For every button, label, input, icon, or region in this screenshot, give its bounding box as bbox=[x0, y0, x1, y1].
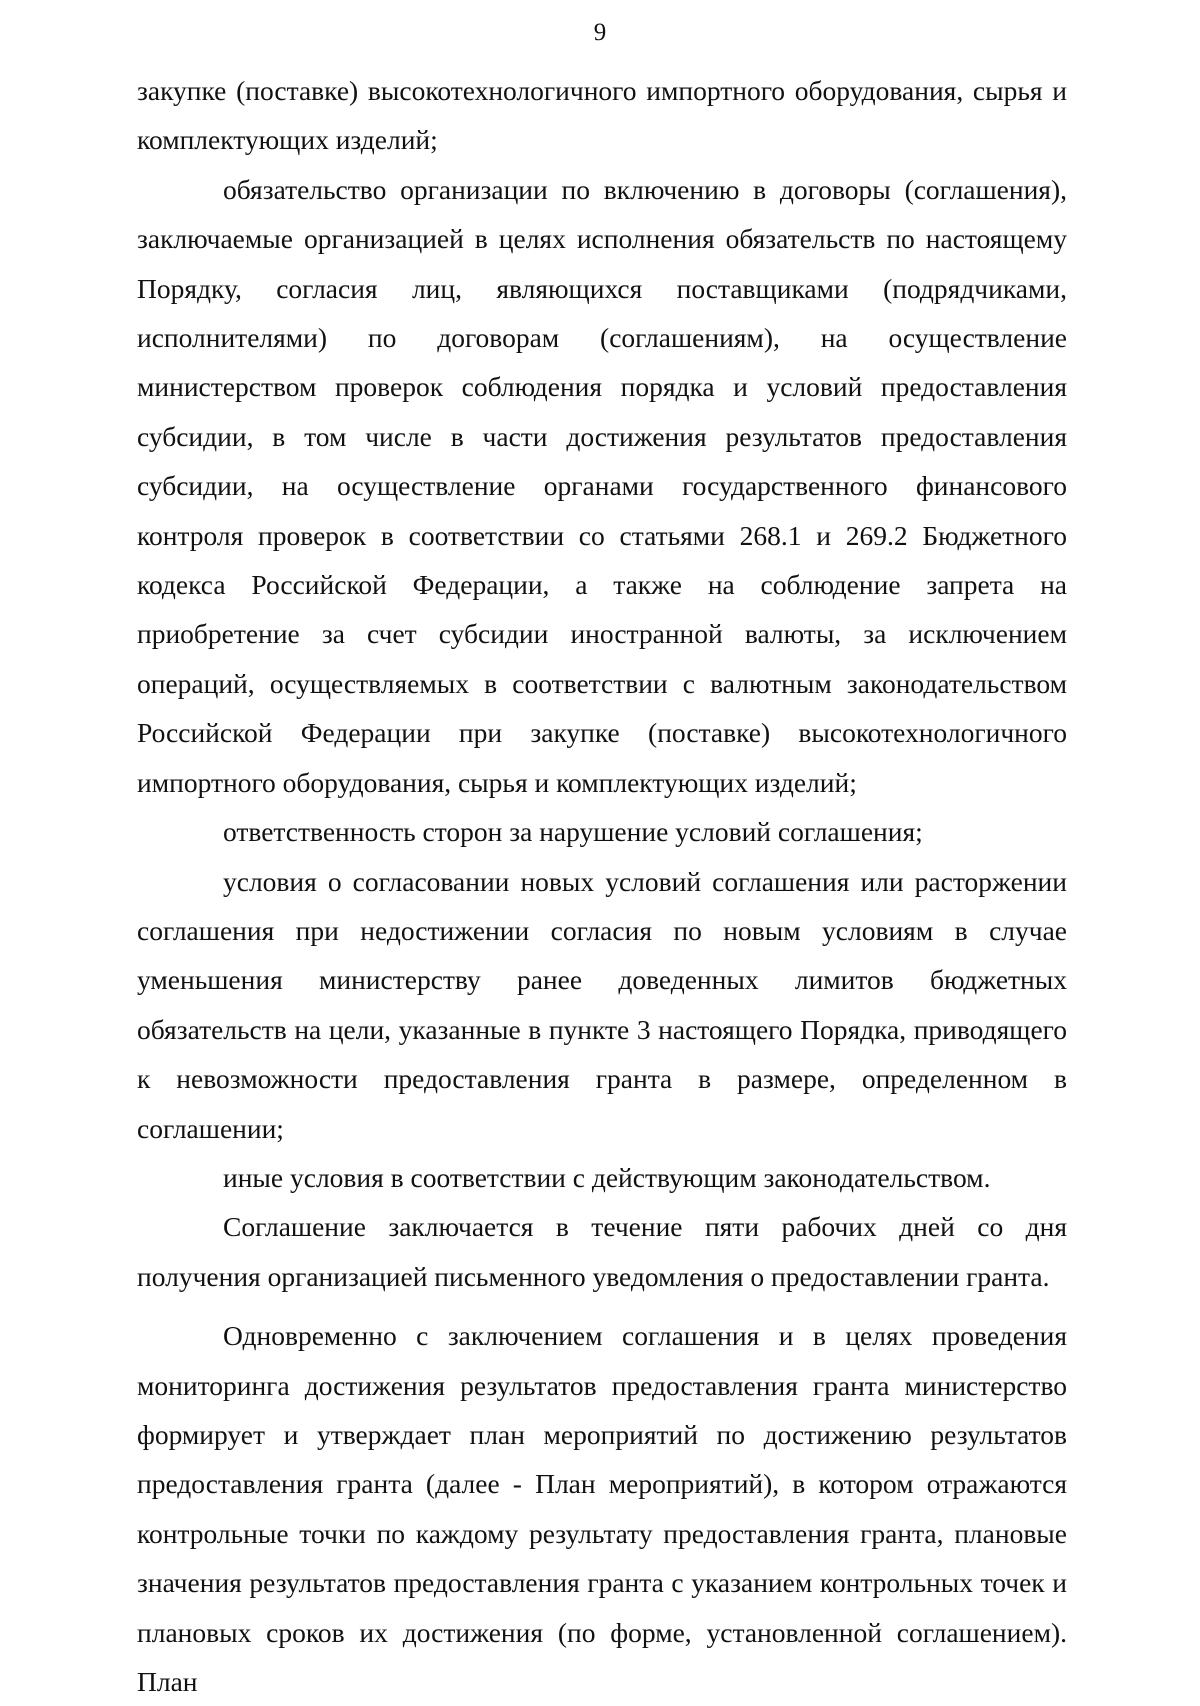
paragraph-termination-conditions: условия о согласовании новых условий соглашения или расторжении соглашения при недостижении согласия по новым условиям в случае уменьшения министерству ранее доведенных лимитов бюджетных обязательств на цели, указанные в пункте 3 настоящего Порядка, приводящего к невозможности предоставления гранта в размере, определенном в соглашении; bbox=[137, 865, 1067, 1144]
paragraph-agreement-term: Соглашение заключается в течение пяти рабочих дней со дня получения организацией письменного уведомления о предоставлении гранта. bbox=[137, 1211, 1067, 1292]
document-body bbox=[137, 66, 1067, 1706]
paragraph-action-plan: Одновременно с заключением соглашения и в целях проведения мониторинга достижения результатов предоставления гранта министерство формирует и утверждает план мероприятий по достижению результатов предоставления гранта (далее - План мероприятий), в котором отражаются контрольные точки по каждому результату предоставления гранта, плановые значения результатов предоставления гранта с указанием контрольных точек и плановых сроков их достижения (по форме, установленной соглашением). План bbox=[137, 1320, 1067, 1697]
paragraph-other-conditions: иные условия в соответствии с действующим законодательством. bbox=[223, 1161, 991, 1193]
paragraph-continuation: закупке (поставке) высокотехнологичного импортного оборудования, сырья и комплектующих изделий; bbox=[137, 75, 1067, 156]
page-number: 9 bbox=[593, 19, 607, 46]
paragraph-responsibility: ответственность сторон за нарушение условий соглашения; bbox=[223, 816, 923, 848]
paragraph-obligation: обязательство организации по включению в договоры (соглашения), заключаемые организацией в целях исполнения обязательств по настоящему Порядку, согласия лиц, являющихся поставщиками (подрядчиками, исполнителями) по договорам (соглашениям), на осуществление министерством проверок соблюдения порядка и условий предоставления субсидии, в том числе в части достижения результатов предоставления субсидии, на осуществление органами государственного финансового контроля проверок в соответствии со статьями 268.1 и 269.2 Бюджетного кодекса Российской Федерации, а также на соблюдение запрета на приобретение за счет субсидии иностранной валюты, за исключением операций, осуществляемых в соответствии с валютным законодательством Российской Федерации при закупке (поставке) высокотехнологичного импортного оборудования, сырья и комплектующих изделий; bbox=[137, 173, 1067, 798]
